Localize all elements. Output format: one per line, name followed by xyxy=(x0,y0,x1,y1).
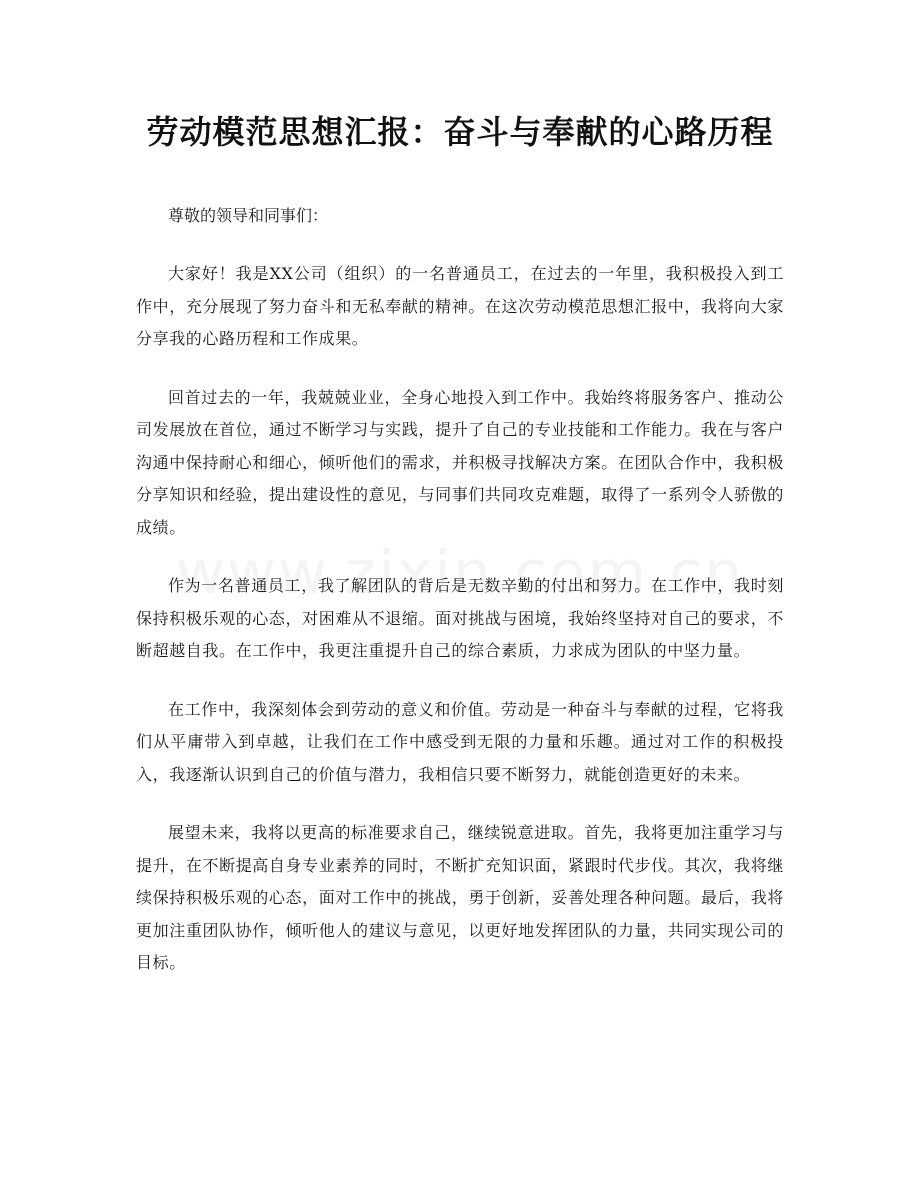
document-title: 劳动模范思想汇报：奋斗与奉献的心路历程 xyxy=(146,113,774,151)
salutation: 尊敬的领导和同事们： xyxy=(168,206,329,225)
paragraph-4: 在工作中，我深刻体会到劳动的意义和价值。劳动是一种奋斗与奉献的过程，它将我们从平庸带入到卓越，让我们在工作中感受到无限的力量和乐趣。通过对工作的积极投入，我逐渐认识到自己的价值与潜力，我相信只要不断努力，就能创造更好的未来。 xyxy=(136,699,784,784)
paragraph-5: 展望未来，我将以更高的标准要求自己，继续锐意进取。首先，我将更加注重学习与提升，在不断提高自身专业素养的同时，不断扩充知识面，紧跟时代步伐。其次，我将继续保持积极乐观的心态，面对工作中的挑战，勇于创新，妥善处理各种问题。最后，我将更加注重团队协作，倾听他人的建议与意见，以更好地发挥团队的力量，共同实现公司的目标。 xyxy=(136,823,784,972)
paragraph-3: 作为一名普通员工，我了解团队的背后是无数辛勤的付出和努力。在工作中，我时刻保持积极乐观的心态，对困难从不退缩。面对挑战与困境，我始终坚持对自己的要求，不断超越自我。在工作中，我更注重提升自己的综合素质，力求成为团队的中坚力量。 xyxy=(136,576,784,660)
paragraph-2: 回首过去的一年，我兢兢业业，全身心地投入到工作中。我始终将服务客户、推动公司发展放在首位，通过不断学习与实践，提升了自己的专业技能和工作能力。我在与客户沟通中保持耐心和细心，倾听他们的需求，并积极寻找解决方案。在团队合作中，我积极分享知识和经验，提出建设性的意见，与同事们共同攻克难题，取得了一系列令人骄傲的成绩。 xyxy=(136,387,784,537)
paragraph-1: 大家好！我是XX公司（组织）的一名普通员工，在过去的一年里，我积极投入到工作中，充分展现了努力奋斗和无私奉献的精神。在这次劳动模范思想汇报中，我将向大家分享我的心路历程和工作成果。 xyxy=(136,264,784,348)
